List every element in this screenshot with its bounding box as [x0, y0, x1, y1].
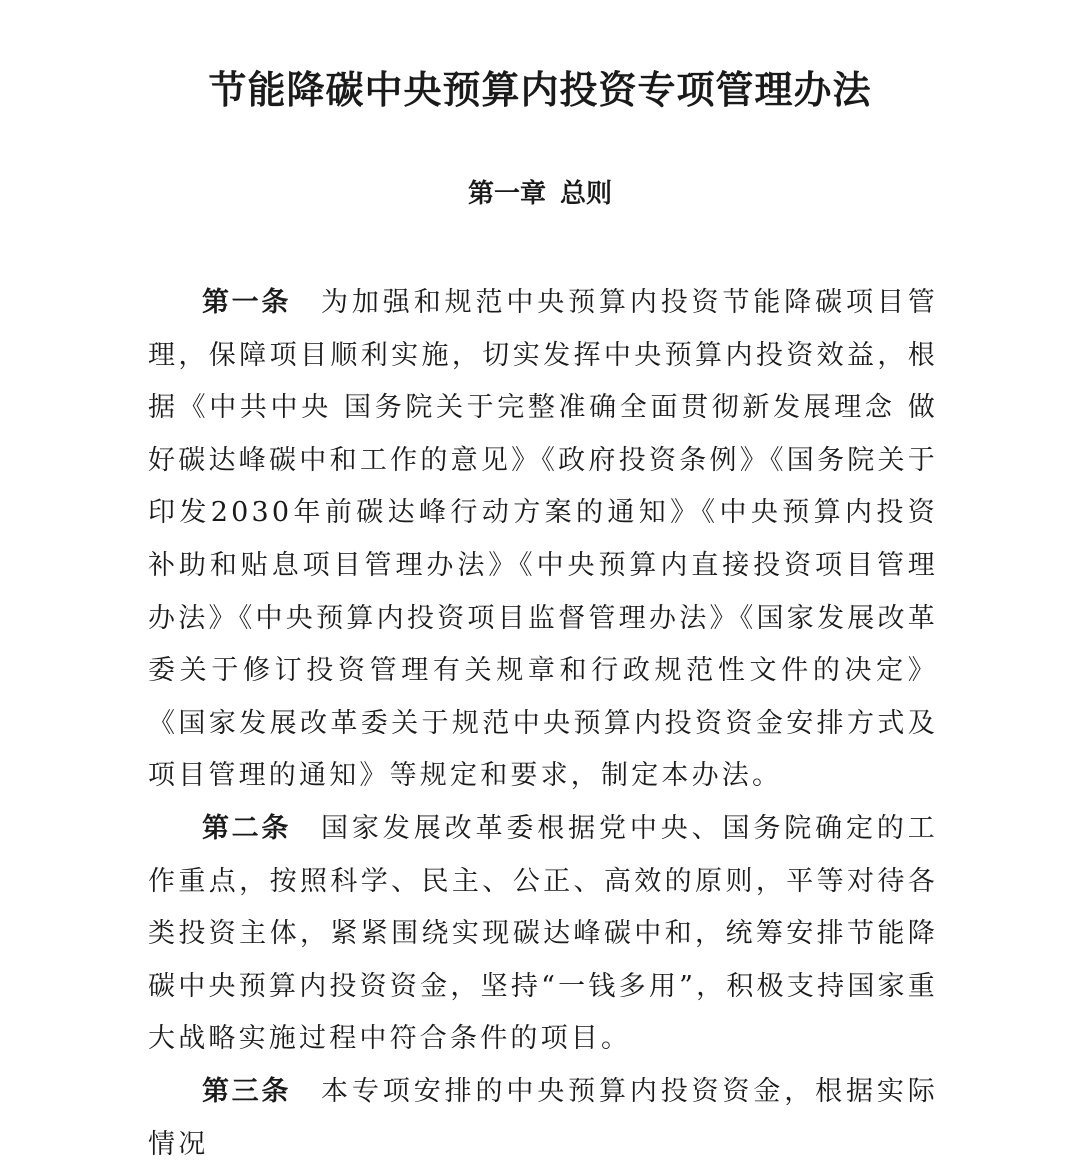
document-title: 节能降碳中央预算内投资专项管理办法 — [208, 67, 872, 112]
chapter-heading — [0, 172, 1080, 216]
chapter-name: 总则 — [560, 179, 613, 209]
chapter-number: 第一章 — [467, 179, 546, 209]
article-1 — [148, 277, 938, 803]
article-text: 国家发展改革委根据党中央、国务院确定的工作重点，按照科学、民主、公正、高效的原则，平等对待各类投资主体，紧紧围绕实现碳达峰碳中和，统筹安排节能降碳中央预算内投资资金，坚持“一钱多用”，积极支持国家重大战略实施过程中符合条件的项目。 — [148, 812, 939, 1055]
article-text: 为加强和规范中央预算内投资节能降碳项目管理，保障项目顺利实施，切实发挥中央预算内投资效益，根据《中共中央 国务院关于完整准确全面贯彻新发展理念 做好碳达峰碳中和工作的意见》《政府投资条例》《国务院关于印发2030年前碳达峰行动方案的通知》《中央预算内投资补助和贴息项目管理办法》《中央预算内直接投资项目管理办法》《中央预算内投资项目监督管理办法》《国家发展改革委关于修订投资管理有关规章和行政规范性文件的决定》《国家发展改革委关于规范中央预算内投资资金安排方式及项目管理的通知》等规定和要求，制定本办法。 — [148, 287, 939, 792]
document-body — [148, 277, 938, 1171]
article-text: 本专项安排的中央预算内投资资金，根据实际情况 — [148, 1075, 939, 1160]
article-number: 第一条 — [202, 287, 292, 318]
article-number: 第三条 — [202, 1075, 292, 1107]
article-number: 第二条 — [202, 812, 292, 844]
article-3 — [148, 1066, 938, 1171]
article-2 — [148, 803, 938, 1066]
